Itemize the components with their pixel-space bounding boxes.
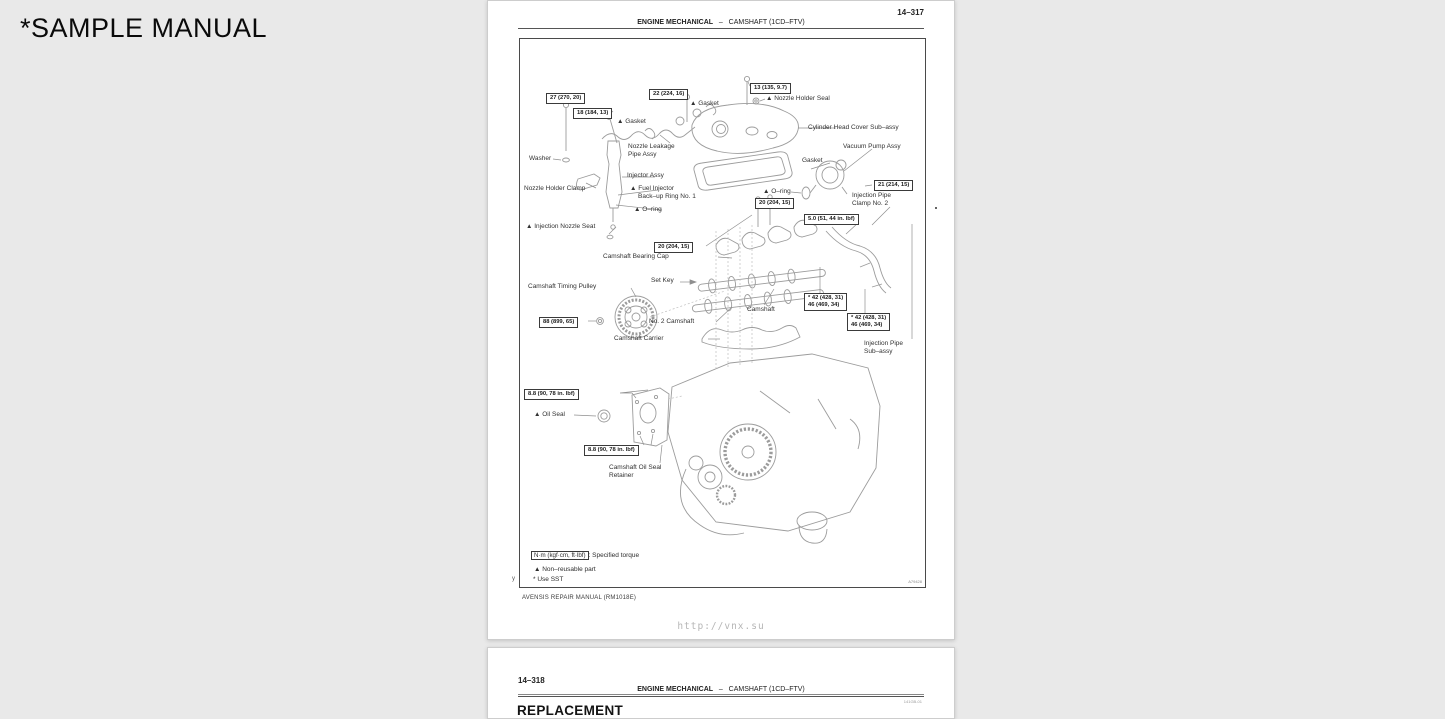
torque-box-88: 88 (899, 65)	[539, 317, 578, 328]
torque-box-20-oring: 20 (204, 15)	[755, 198, 794, 209]
label-oring-left: ▲ O–ring	[634, 206, 662, 213]
torque-box-21: 21 (214, 15)	[874, 180, 913, 191]
label-nozzle-holder-seal: ▲ Nozzle Holder Seal	[766, 95, 830, 102]
label-camshaft-timing-pulley: Camshaft Timing Pulley	[528, 283, 597, 290]
sample-manual-banner: *SAMPLE MANUAL	[20, 13, 268, 43]
label-cylinder-head-cover: Cylinder Head Cover Sub–assy	[808, 124, 899, 131]
watermark-url: http://vnx.su	[677, 621, 765, 632]
label-fuel-injector-backup-ring: ▲ Fuel Injector Back–up Ring No. 1	[630, 185, 696, 200]
label-nozzle-leakage-pipe: Nozzle Leakage Pipe Assy	[628, 143, 675, 158]
torque-42-line1: * 42 (428, 31)	[808, 295, 844, 301]
legend-torque-desc: : Specified torque	[588, 552, 640, 559]
torque-box-27: 27 (270, 20)	[546, 93, 585, 104]
label-gasket-left: ▲ Gasket	[617, 118, 646, 125]
label-injection-pipe-clamp2: Injection Pipe Clamp No. 2	[852, 192, 892, 207]
label-injection-nozzle-seat: ▲ Injection Nozzle Seat	[526, 223, 596, 230]
legend-torque-units-box: N·m (kgf·cm, ft·lbf)	[531, 551, 589, 560]
page-number: 14–318	[518, 676, 545, 685]
torque-box-88a: 8.8 (90, 78 in. lbf)	[524, 389, 579, 400]
section-title-replacement: REPLACEMENT	[517, 703, 624, 718]
header-rule	[518, 28, 924, 29]
label-camshaft-carrier: Camshaft Carrier	[614, 335, 664, 342]
header-dash: –	[718, 686, 723, 693]
torque-46-line2: 46 (469, 34)	[851, 322, 883, 328]
legend-nonreusable: ▲ Non–reusable part	[534, 566, 596, 573]
page-number: 14–317	[897, 8, 924, 17]
torque-box-50: 5.0 (51, 44 in. lbf)	[804, 214, 859, 225]
torque-box-20-cap: 20 (204, 15)	[654, 242, 693, 253]
header-topic: CAMSHAFT (1CD–FTV)	[728, 686, 805, 693]
label-gasket-plain: Gasket	[802, 157, 823, 164]
torque-box-42-b	[847, 313, 890, 331]
manual-page-318	[487, 647, 955, 719]
legend-use-sst: * Use SST	[533, 576, 564, 583]
legend-torque	[531, 552, 639, 559]
header-topic: CAMSHAFT (1CD–FTV)	[728, 19, 805, 26]
torque-box-42-a	[804, 293, 847, 311]
torque-box-13: 13 (135, 9.7)	[750, 83, 791, 94]
torque-box-22: 22 (224, 16)	[649, 89, 688, 100]
label-no2-camshaft: No. 2 Camshaft	[649, 318, 695, 325]
header-section: ENGINE MECHANICAL	[637, 19, 714, 26]
label-camshaft: Camshaft	[747, 306, 775, 313]
torque-box-88b: 8.8 (90, 78 in. lbf)	[584, 445, 639, 456]
torque-42-line1: * 42 (428, 31)	[851, 315, 887, 321]
manual-page-317	[487, 0, 955, 640]
figure-code: A79428	[908, 579, 922, 584]
margin-letter: y	[512, 576, 515, 582]
label-injector-assy: Injector Assy	[627, 172, 664, 179]
doc-code: 141GB-01	[903, 699, 922, 704]
stray-dot	[935, 207, 937, 209]
label-oil-seal: ▲ Oil Seal	[534, 411, 565, 418]
label-camshaft-bearing-cap: Camshaft Bearing Cap	[603, 253, 669, 260]
label-injection-pipe-subassy: Injection Pipe Sub–assy	[864, 340, 904, 355]
label-vacuum-pump: Vacuum Pump Assy	[843, 143, 901, 150]
label-set-key: Set Key	[651, 277, 674, 284]
header-rule	[518, 694, 924, 697]
manual-footer: AVENSIS REPAIR MANUAL (RM1018E)	[522, 595, 637, 601]
torque-box-18: 18 (184, 13)	[573, 108, 612, 119]
exploded-diagram-frame	[519, 38, 926, 588]
label-oring-right: ▲ O–ring	[763, 188, 791, 195]
header-dash: –	[718, 19, 723, 26]
running-header	[488, 686, 954, 693]
label-washer: Washer	[529, 155, 552, 162]
label-camshaft-oil-seal-retainer: Camshaft Oil Seal Retainer	[609, 464, 662, 479]
running-header	[488, 19, 954, 26]
label-nozzle-holder-clamp: Nozzle Holder Clamp	[524, 185, 586, 192]
torque-46-line2: 46 (469, 34)	[808, 302, 840, 308]
header-section: ENGINE MECHANICAL	[637, 686, 714, 693]
label-gasket-right: ▲ Gasket	[690, 100, 719, 107]
